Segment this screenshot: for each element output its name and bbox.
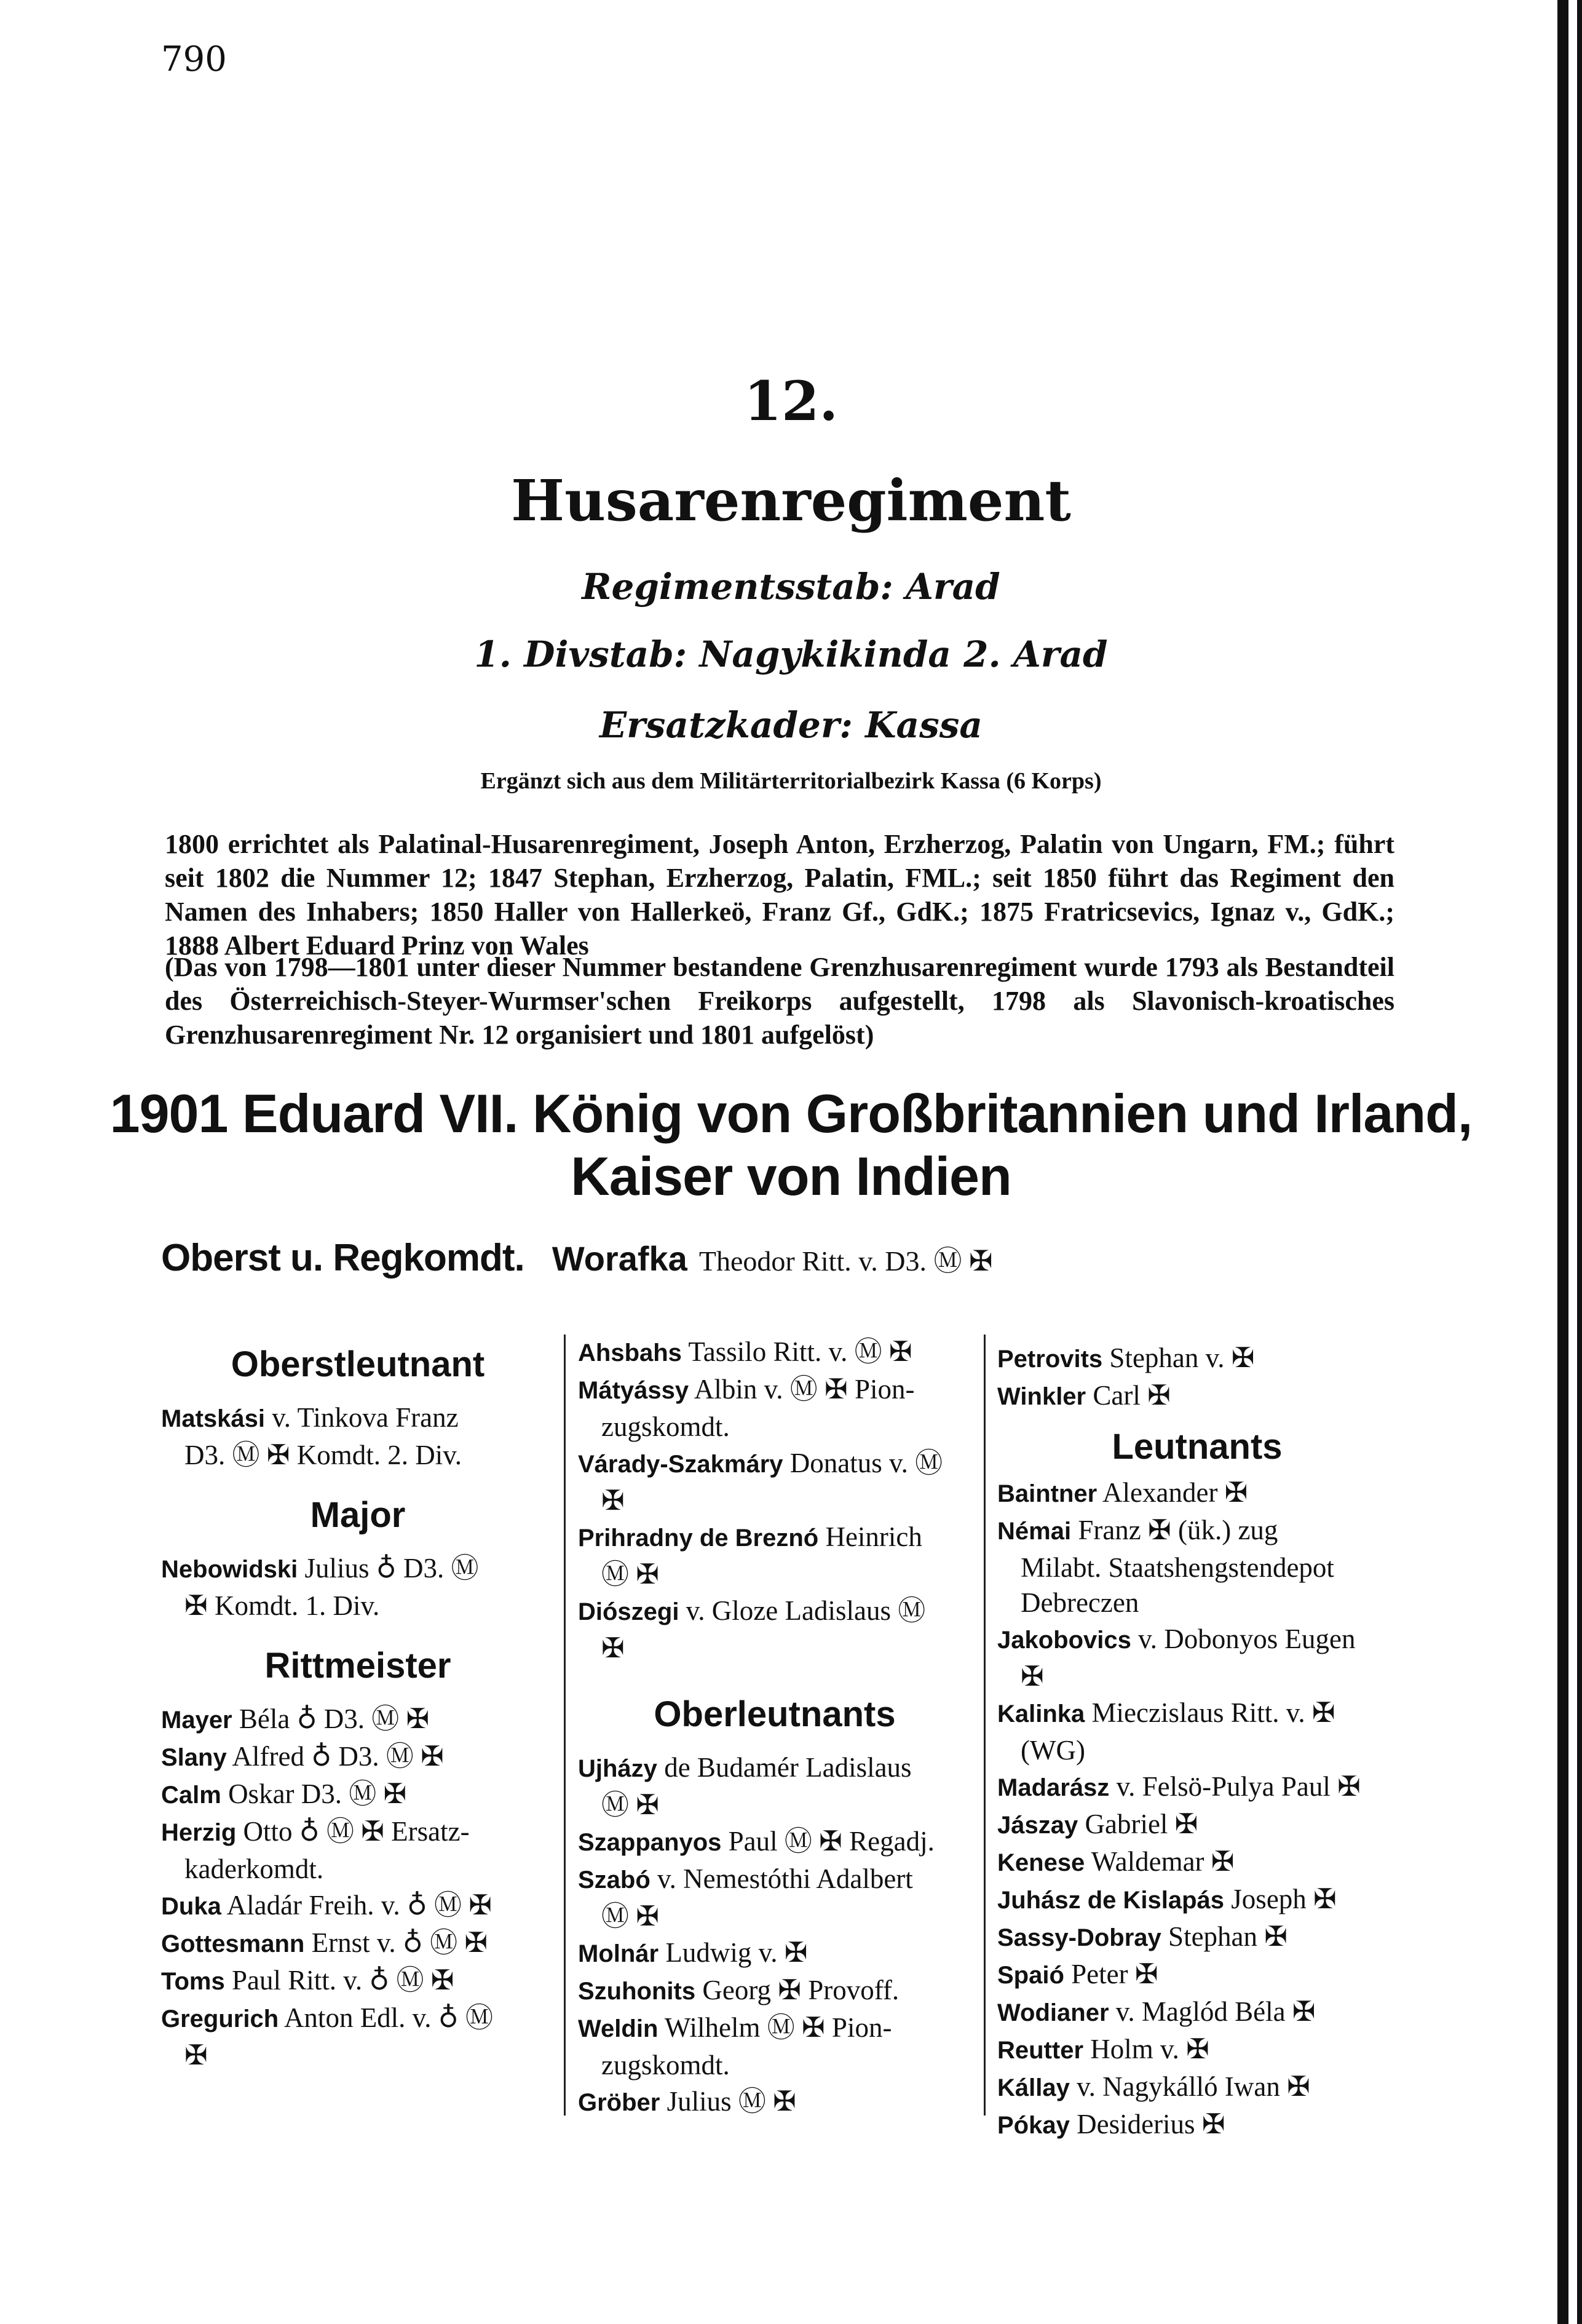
- entry-rest: Julius ♁ D3. Ⓜ: [304, 1553, 479, 1584]
- entry-name: Sassy-Dobray: [997, 1924, 1161, 1951]
- list-item: [578, 1593, 971, 1630]
- history-paragraph: 1800 errichtet als Palatinal-Husarenregiment, Joseph Anton, Erzherzog, Palatin von Ungarn, FM.; führt seit 1802 die Nummer 12; 1847 Stephan, Erzherzog, Palatin, FML.; seit 1850 führt das Regiment den Namen des Inhabers; 1850 Haller von Hallerkeö, Franz Gf., GdK.; 1875 Fratricsevics, Ignaz v., GdK.; 1888 Albert Eduard Prinz von Wales: [165, 829, 1394, 961]
- entry-continuation: Milabt. Staatshengstendepot Debreczen: [1021, 1552, 1334, 1618]
- entry-name: Herzig: [161, 1819, 237, 1846]
- list-item: [997, 1378, 1397, 1414]
- list-item: [997, 2032, 1397, 2068]
- entry-rest: v. Nemestóthi Adalbert: [657, 1863, 913, 1894]
- entry-rest: Holm v. ✠: [1090, 2034, 1209, 2064]
- entry-rest: Donatus v. Ⓜ: [789, 1448, 943, 1478]
- heading-rittmeister: Rittmeister: [264, 1646, 451, 1686]
- entry-rest: Otto ♁ Ⓜ ✠ Ersatz-: [243, 1816, 470, 1847]
- entry-continuation: (WG): [1021, 1735, 1085, 1766]
- list-item: [161, 1777, 555, 1813]
- entry-name: Nebowidski: [161, 1556, 298, 1583]
- entry-name: Szabó: [578, 1866, 651, 1894]
- entry-rest: Paul Ritt. v. ♁ Ⓜ ✠: [231, 1965, 454, 1996]
- entry-rest: Peter ✠: [1071, 1959, 1158, 1989]
- entry-rest: v. Nagykálló Iwan ✠: [1077, 2071, 1310, 2102]
- entry-name: Calm: [161, 1782, 221, 1809]
- entry-name: Wodianer: [997, 1999, 1109, 2026]
- entry-continuation: Ⓜ ✠: [601, 1901, 659, 1932]
- entry-continuation: kaderkomdt.: [184, 1854, 324, 1884]
- entry-name: Gröber: [578, 2089, 660, 2116]
- entry-continuation: ✠: [601, 1485, 625, 1516]
- entry-name: Kállay: [997, 2074, 1070, 2101]
- list-item: [161, 2001, 555, 2037]
- list-item: [578, 1862, 971, 1898]
- entry-name: Gottesmann: [161, 1930, 305, 1957]
- entry-rest: Anton Edl. v. ♁ Ⓜ: [283, 2002, 493, 2033]
- list-item: [997, 1844, 1397, 1881]
- regiment-number: 12.: [743, 369, 839, 433]
- entry-rest: Paul Ⓜ ✠ Regadj.: [728, 1826, 935, 1857]
- entry-rest: Julius Ⓜ ✠: [666, 2086, 796, 2117]
- entry-continuation: Ⓜ ✠: [601, 1790, 659, 1820]
- entry-name: Jakobovics: [997, 1627, 1131, 1654]
- list-item: [997, 1807, 1397, 1843]
- inhaber-line-2: Kaiser von Indien: [571, 1146, 1011, 1207]
- list-item: [578, 1446, 971, 1482]
- entry-name: Várady-Szakmáry: [578, 1451, 783, 1478]
- entry-rest: v. Dobonyos Eugen: [1138, 1624, 1356, 1654]
- list-item: [578, 1824, 971, 1860]
- list-item: [161, 1963, 555, 1999]
- entry-rest: Albin v. Ⓜ ✠ Pion-: [694, 1374, 915, 1405]
- list-item: [997, 1341, 1397, 1377]
- entry-name: Reutter: [997, 2037, 1084, 2064]
- entry-name: Winkler: [997, 1383, 1086, 1410]
- entry-rest: Georg ✠ Provoff.: [702, 1975, 900, 2005]
- list-item: [578, 2084, 971, 2120]
- entry-rest: Franz ✠ (ük.) zug: [1078, 1515, 1278, 1545]
- entry-continuation: Ⓜ ✠: [601, 1559, 659, 1590]
- entry-rest: Wilhelm Ⓜ ✠ Pion-: [664, 2012, 892, 2043]
- heading-major: Major: [310, 1495, 406, 1535]
- entry-rest: Béla ♁ D3. Ⓜ ✠: [239, 1703, 430, 1734]
- list-item: [161, 1551, 555, 1587]
- entry-name: Diószegi: [578, 1598, 679, 1625]
- list-item: [161, 1739, 555, 1775]
- entry-rest: v. Felsö-Pulya Paul ✠: [1116, 1771, 1361, 1802]
- list-item: [997, 1769, 1397, 1806]
- list-item: [161, 1702, 555, 1738]
- entry-continuation: zugskomdt.: [601, 2050, 730, 2080]
- commander-rank: Oberst u. Regkomdt.: [161, 1237, 524, 1279]
- list-item: [161, 1400, 555, 1437]
- entry-name: Kenese: [997, 1849, 1085, 1876]
- list-item: [578, 1973, 971, 2009]
- entry-name: Weldin: [578, 2015, 659, 2042]
- list-item: [578, 1372, 971, 1408]
- list-item: [578, 1520, 971, 1556]
- entry-continuation: ✠ Komdt. 1. Div.: [184, 1590, 380, 1621]
- note-paragraph: (Das von 1798—1801 unter dieser Nummer bestandene Grenzhusarenregiment wurde 1793 als Bestandteil des Österreichisch-Steyer-Wurmser'schen Freikorps aufgestellt, 1798 als Slavonisch-kroatisches Grenzhusarenregiment Nr. 12 organisiert und 1801 aufgelöst): [165, 952, 1394, 1050]
- entry-rest: Stephan ✠: [1168, 1921, 1287, 1952]
- heading-leutnants: Leutnants: [1112, 1427, 1283, 1467]
- entry-name: Mátyássy: [578, 1377, 689, 1404]
- regimentsstab: Regimentsstab: Arad: [582, 566, 1000, 608]
- column-divider-2: [984, 1335, 986, 2116]
- list-item: [161, 1925, 555, 1962]
- column-divider-1: [564, 1335, 566, 2116]
- commander-rest: Theodor Ritt. v. D3. Ⓜ ✠: [698, 1245, 993, 1277]
- entry-rest: Aladár Freih. v. ♁ Ⓜ ✠: [226, 1890, 492, 1921]
- ersatzkader: Ersatzkader: Kassa: [599, 704, 983, 746]
- entry-rest: Alexander ✠: [1102, 1477, 1248, 1508]
- entry-name: Juhász de Kislapás: [997, 1887, 1225, 1914]
- list-item: [997, 1475, 1397, 1512]
- list-item: [997, 1882, 1397, 1918]
- entry-continuation: ✠: [184, 2040, 208, 2071]
- entry-name: Szappanyos: [578, 1829, 722, 1856]
- ergaenzt-line: Ergänzt sich aus dem Militärterritorialbezirk Kassa (6 Korps): [480, 768, 1102, 794]
- commander-name: Worafka: [552, 1239, 687, 1278]
- entry-name: Duka: [161, 1893, 221, 1920]
- list-item: [997, 1994, 1397, 2031]
- entry-rest: v. Tinkova Franz: [272, 1402, 459, 1433]
- entry-rest: Stephan v. ✠: [1109, 1342, 1255, 1373]
- heading-oberleutnants: Oberleutnants: [654, 1694, 896, 1734]
- entry-name: Kalinka: [997, 1700, 1085, 1727]
- entry-rest: Ernst v. ♁ Ⓜ ✠: [311, 1927, 488, 1958]
- entry-name: Toms: [161, 1968, 225, 1995]
- entry-name: Gregurich: [161, 2005, 279, 2033]
- entry-continuation: D3. Ⓜ ✠ Komdt. 2. Div.: [184, 1440, 462, 1470]
- entry-rest: Gabriel ✠: [1085, 1809, 1198, 1839]
- list-item: [161, 1814, 555, 1850]
- column-2: [578, 1335, 971, 2122]
- entry-rest: Joseph ✠: [1231, 1884, 1337, 1914]
- page-title: Husarenregiment: [511, 467, 1071, 534]
- entry-rest: Heinrich: [825, 1521, 922, 1552]
- list-item: [997, 1695, 1397, 1732]
- entry-rest: Ludwig v. ✠: [665, 1937, 808, 1968]
- entry-name: Madarász: [997, 1774, 1110, 1801]
- entry-name: Petrovits: [997, 1346, 1103, 1373]
- entry-rest: Tassilo Ritt. v. Ⓜ ✠: [688, 1336, 912, 1367]
- entry-rest: de Budamér Ladislaus: [664, 1752, 912, 1783]
- entry-name: Mayer: [161, 1707, 232, 1734]
- divstab: 1. Divstab: Nagykikinda 2. Arad: [474, 633, 1108, 675]
- entry-name: Matskási: [161, 1405, 265, 1432]
- entry-continuation: ✠: [1021, 1661, 1044, 1692]
- inhaber-line-1: 1901 Eduard VII. König von Großbritannien und Irland,: [109, 1083, 1473, 1144]
- entry-name: Ahsbahs: [578, 1339, 682, 1366]
- list-item: [578, 1750, 971, 1787]
- entry-rest: Oskar D3. Ⓜ ✠: [228, 1779, 407, 1809]
- entry-rest: Desiderius ✠: [1077, 2109, 1225, 2140]
- list-item: [997, 1919, 1397, 1956]
- entry-name: Pókay: [997, 2112, 1070, 2139]
- commander-line: [161, 1236, 993, 1280]
- heading-oberstleutnant: Oberstleutnant: [231, 1344, 485, 1384]
- list-item: [997, 2107, 1397, 2143]
- list-item: [997, 2069, 1397, 2106]
- entry-name: Ujházy: [578, 1755, 657, 1782]
- entry-name: Molnár: [578, 1940, 659, 1967]
- entry-rest: Waldemar ✠: [1091, 1846, 1235, 1877]
- entry-rest: Carl ✠: [1093, 1380, 1171, 1411]
- entry-rest: Mieczislaus Ritt. v. ✠: [1091, 1697, 1335, 1728]
- entry-continuation: ✠: [601, 1633, 625, 1664]
- page-number: 790: [161, 39, 227, 79]
- list-item: [997, 1622, 1397, 1658]
- list-item: [997, 1513, 1397, 1549]
- list-item: [578, 1935, 971, 1972]
- column-3: [997, 1341, 1397, 2144]
- entry-name: Némai: [997, 1518, 1072, 1545]
- entry-name: Szuhonits: [578, 1978, 696, 2005]
- entry-rest: v. Gloze Ladislaus Ⓜ: [686, 1595, 926, 1626]
- entry-name: Slany: [161, 1744, 227, 1771]
- list-item: [578, 1335, 971, 1371]
- list-item: [161, 1888, 555, 1924]
- entry-continuation: zugskomdt.: [601, 1411, 730, 1442]
- column-1: [161, 1328, 555, 2074]
- entry-name: Spaió: [997, 1962, 1064, 1989]
- entry-name: Baintner: [997, 1480, 1098, 1507]
- entry-rest: Alfred ♁ D3. Ⓜ ✠: [232, 1741, 444, 1772]
- entry-name: Jászay: [997, 1812, 1078, 1839]
- entry-rest: v. Maglód Béla ✠: [1115, 1996, 1316, 2027]
- entry-name: Prihradny de Breznó: [578, 1525, 819, 1552]
- list-item: [578, 2010, 971, 2047]
- list-item: [997, 1957, 1397, 1993]
